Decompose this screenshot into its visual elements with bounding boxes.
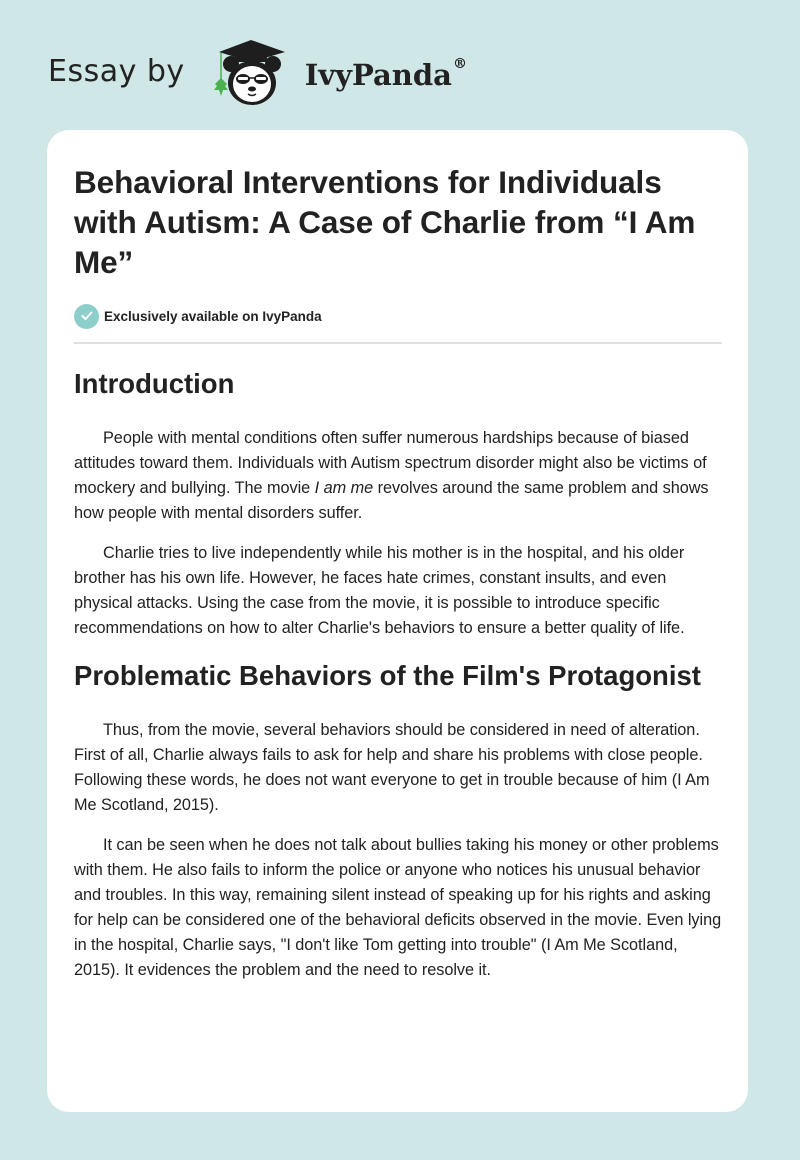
- site-header: [48, 36, 467, 110]
- section-heading-problematic-behaviors: Problematic Behaviors of the Film's Protagonist: [74, 660, 701, 691]
- essay-title: Behavioral Interventions for Individuals with Autism: A Case of Charlie from “I Am Me”: [74, 164, 696, 280]
- title-divider: [74, 342, 722, 344]
- paragraph: Thus, from the movie, several behaviors should be considered in need of alteration. First of all, Charlie always fails to ask for help and share his problems with close people. Following these words, he does not want everyone to get in trouble because of him (I Am Me Scotland, 2015).: [74, 721, 710, 814]
- brand-name: IvyPanda: [304, 58, 452, 92]
- paragraph: It can be seen when he does not talk about bullies taking his money or other problems with them. He also fails to inform the police or anyone who notices his unusual behavior and troubles. In this way, remaining silent instead of speaking up for his rights and asking for help can be considered one of the behavioral deficits observed in the movie. Even lying in the hospital, Charlie says, "I don't like Tom getting into trouble" (I Am Me Scotland, 2015). It evidences the problem and the need to resolve it.: [74, 836, 722, 979]
- section-heading-introduction: Introduction: [74, 368, 235, 399]
- registered-mark: ®: [452, 56, 467, 72]
- brand-logo-text[interactable]: [305, 58, 467, 92]
- paragraph: Charlie tries to live independently while his mother is in the hospital, and his older brother has his own life. However, he faces hate crimes, constant insults, and even physical attacks. Using the case from the movie, it is possible to introduce specific recommendations on how to alter Charlie's behaviors to ensure a better quality of life.: [74, 544, 685, 637]
- film-title-italic: I am me: [314, 479, 374, 497]
- paragraph-text: revolves around the same problem and shows how people with mental disorders suffer.: [74, 479, 709, 522]
- essay-by-label: Essay by: [48, 53, 185, 89]
- exclusive-text: Exclusively available on IvyPanda: [104, 308, 322, 324]
- check-circle-icon: [74, 304, 99, 329]
- exclusive-badge: [74, 303, 722, 329]
- essay-card: [47, 130, 748, 1112]
- paragraph-text: People with mental conditions often suffer numerous hardships because of biased attitudes toward them. Individuals with Autism spectrum disorder might also be victims of mockery and bullying. The movie: [74, 429, 707, 497]
- panda-graduate-icon[interactable]: [205, 36, 297, 110]
- paragraph: [74, 426, 722, 526]
